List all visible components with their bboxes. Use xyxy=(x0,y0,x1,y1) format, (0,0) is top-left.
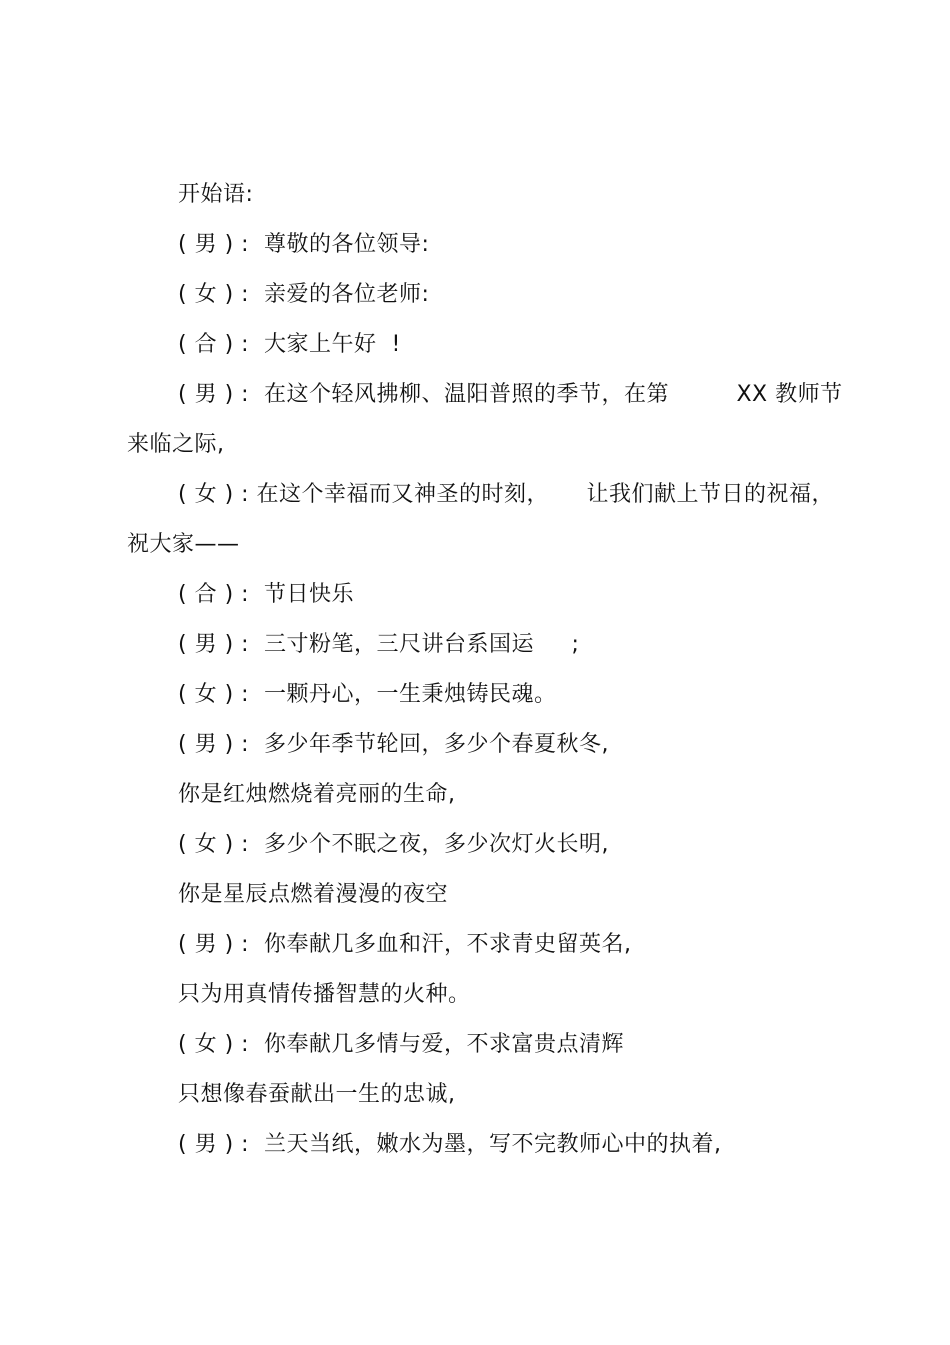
dialogue-line: ( 男 ) : 尊敬的各位领导: xyxy=(178,232,430,257)
dialogue-line: ( 女 ) : 多少个不眠之夜，多少次灯火长明, xyxy=(178,832,610,857)
dialogue-line: ( 男 ) : 多少年季节轮回，多少个春夏秋冬, xyxy=(178,732,610,757)
dialogue-continuation: 来临之际, xyxy=(127,432,225,457)
dialogue-line: ( 男 ) : 兰天当纸，嫩水为墨，写不完教师心中的执着, xyxy=(178,1132,722,1157)
dialogue-continuation: 只为用真情传播智慧的火种。 xyxy=(178,982,471,1007)
dialogue-line: ( 女 ) : 在这个幸福而又神圣的时刻， 让我们献上节日的祝福， xyxy=(178,482,835,507)
dialogue-line: ( 女 ) : 你奉献几多情与爱，不求富贵点清辉 xyxy=(178,1032,625,1057)
dialogue-continuation: 你是红烛燃烧着亮丽的生命, xyxy=(178,782,456,807)
dialogue-line: ( 女 ) : 一颗丹心，一生秉烛铸民魂。 xyxy=(178,682,557,707)
dialogue-continuation: 你是星辰点燃着漫漫的夜空 xyxy=(178,882,449,907)
dialogue-line: ( 男 ) : 三寸粉笔，三尺讲台系国运 ; xyxy=(178,632,580,657)
dialogue-line: ( 男 ) : 你奉献几多血和汗，不求青史留英名, xyxy=(178,932,632,957)
dialogue-line: ( 合 ) : 大家上午好 ! xyxy=(178,332,401,357)
dialogue-line: ( 合 ) : 节日快乐 xyxy=(178,582,355,607)
dialogue-line: ( 男 ) : 在这个轻风拂柳、温阳普照的季节，在第 XX 教师节 xyxy=(178,382,843,407)
dialogue-line: ( 女 ) : 亲爱的各位老师: xyxy=(178,282,430,307)
dialogue-continuation: 只想像春蚕献出一生的忠诚, xyxy=(178,1082,456,1107)
dialogue-continuation: 祝大家—— xyxy=(127,532,240,557)
opening-heading: 开始语: xyxy=(178,182,254,207)
